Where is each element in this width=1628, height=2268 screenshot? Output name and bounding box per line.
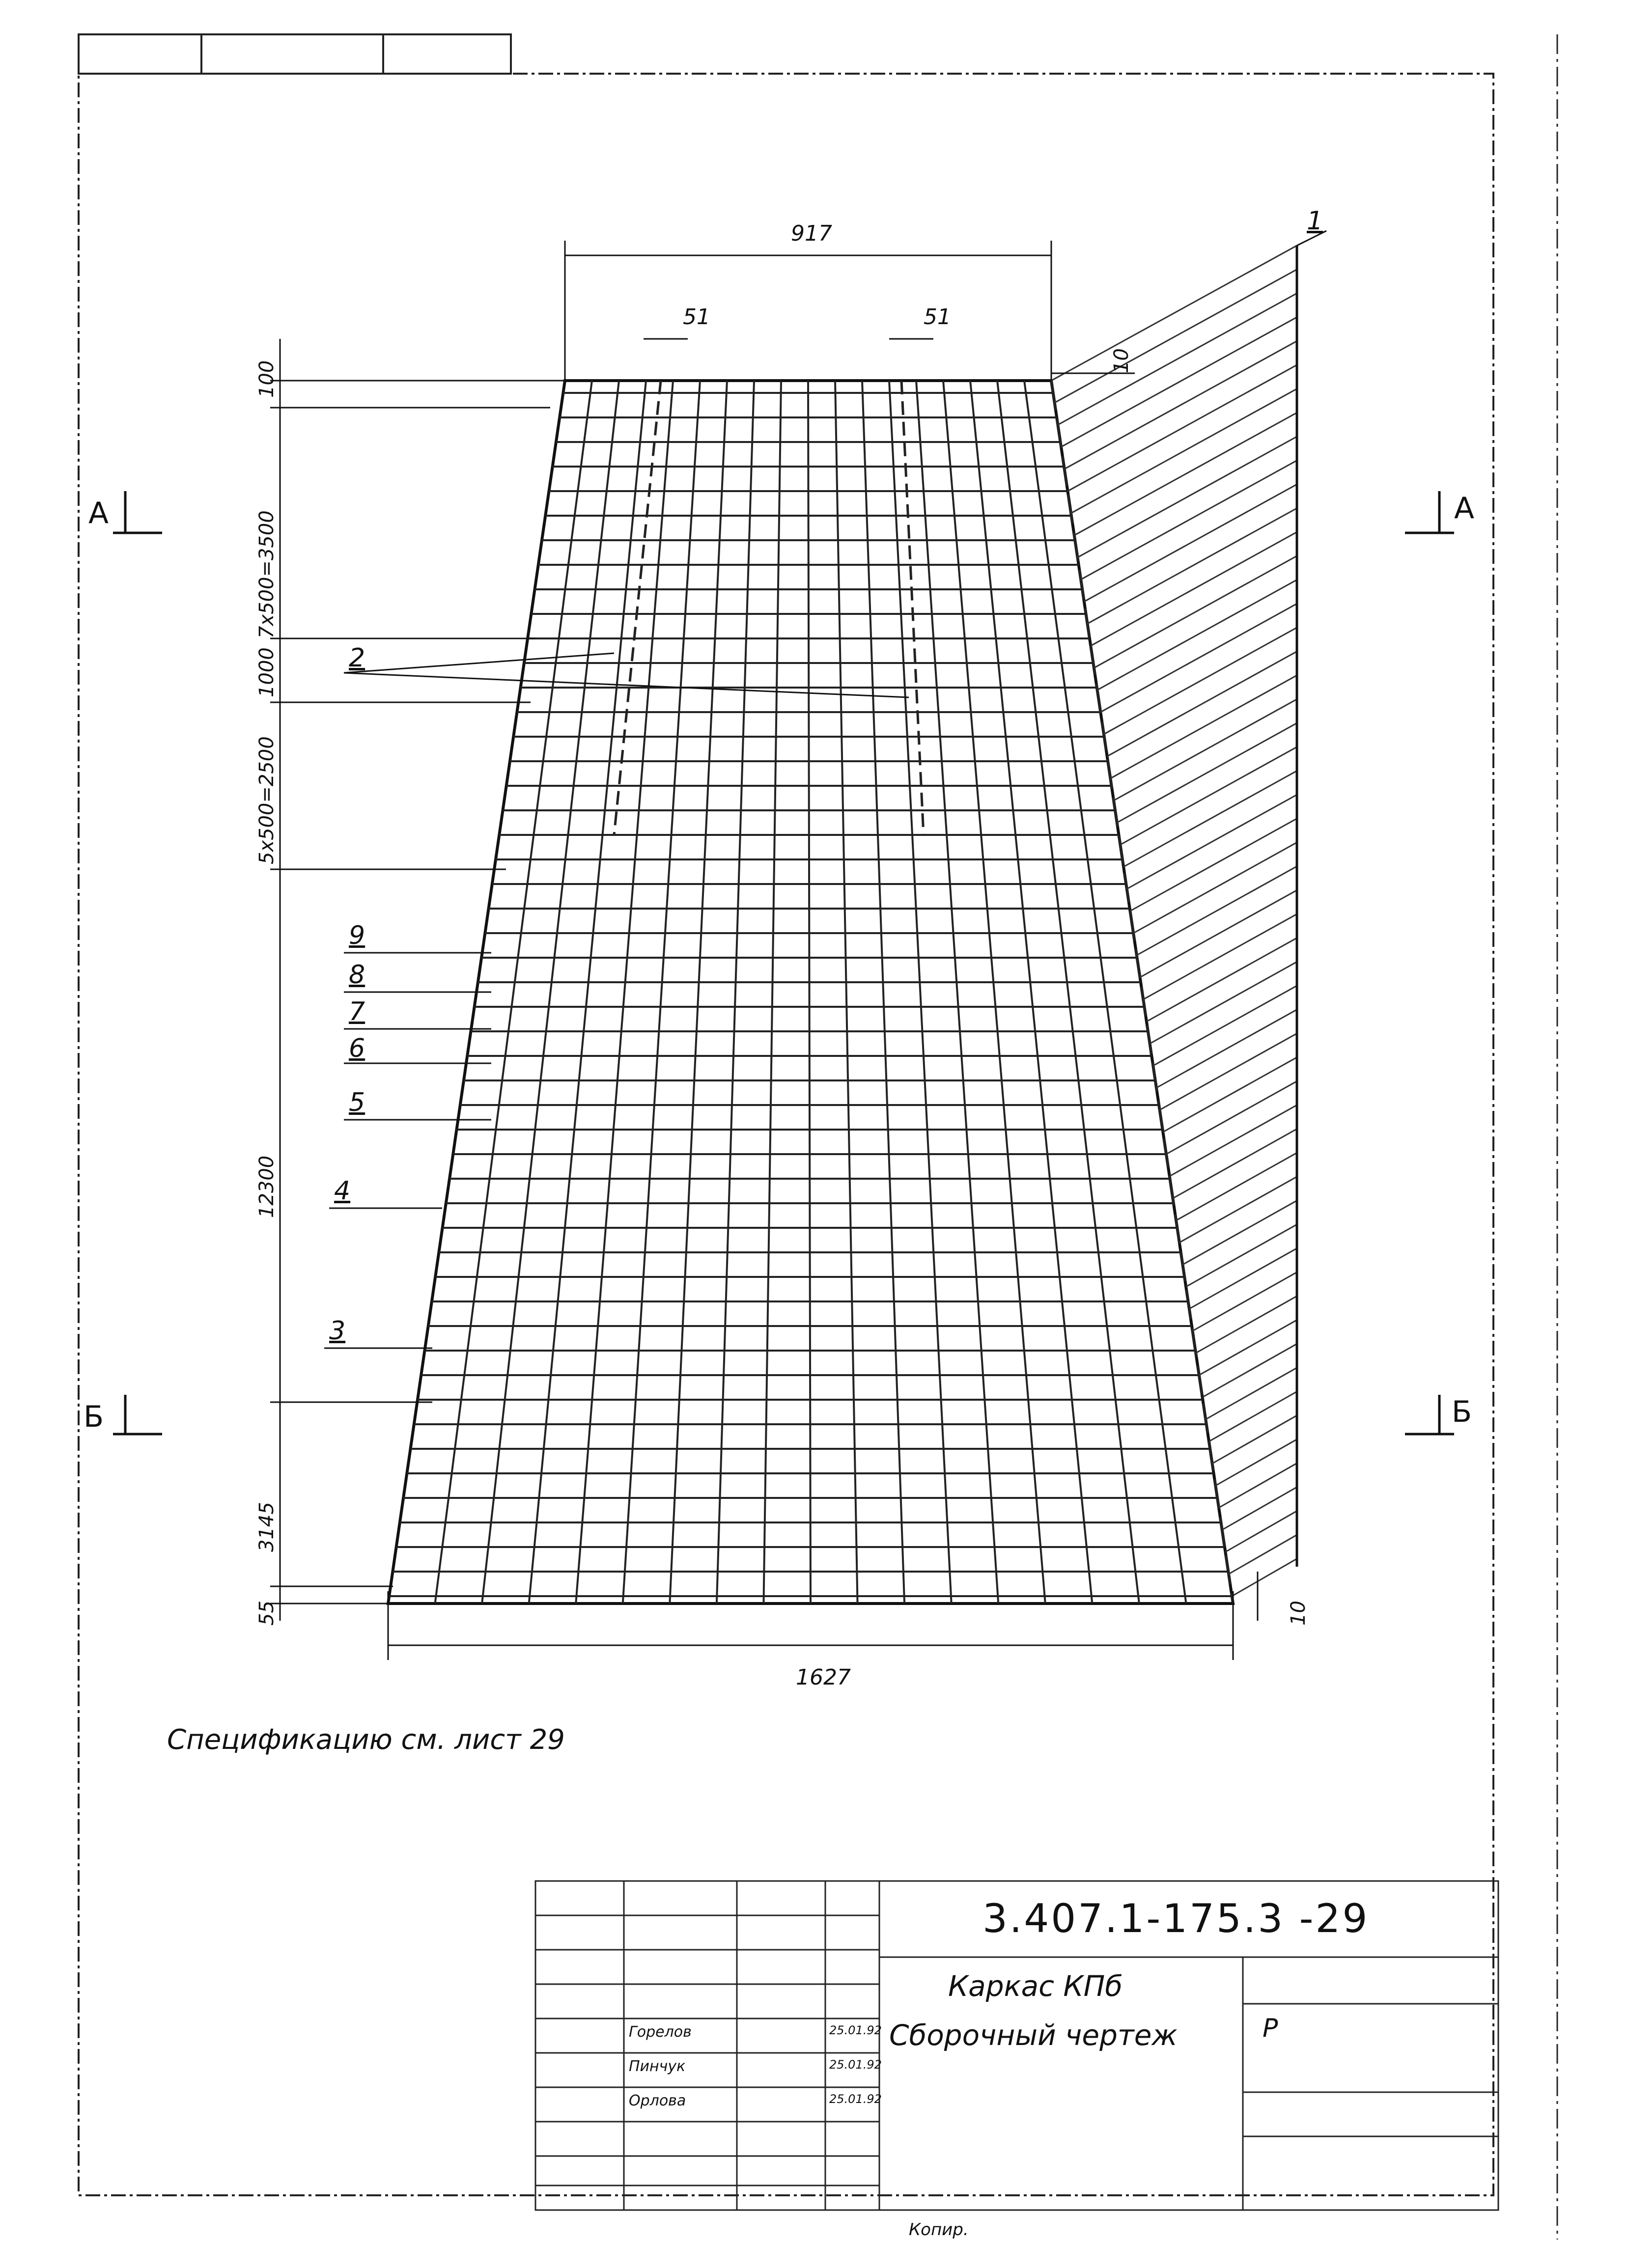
side-hatch-line [1104,628,1297,734]
section-mark-a-left: А [88,496,109,530]
position-mark-3: 3 [329,1316,346,1346]
cage-mesh [389,381,1232,1604]
side-hatch-line [1120,747,1297,845]
side-hatch-line [1153,986,1297,1066]
side-hatch-line [1222,1487,1297,1530]
section-mark-b-right: Б [1452,1395,1472,1429]
side-hatch-line [1107,651,1297,756]
specification-note: Спецификацию см. лист 29 [167,1724,565,1756]
side-hatch-line [1206,1368,1297,1419]
dim-spacing-left: 51 [683,304,710,330]
signer-name-1: Горелов [629,2023,692,2041]
side-hatch-line [1232,1559,1297,1596]
dim-top-offset: 10 [1110,348,1133,373]
side-hatch-line [1163,1057,1297,1132]
longitudinal-bar [1024,381,1186,1604]
section-mark-b-left: Б [84,1400,104,1434]
side-hatch-line [1199,1320,1297,1375]
side-hatch-line [1117,723,1297,823]
side-hatch-line [1170,1105,1297,1176]
side-hatch-line [1100,604,1297,712]
side-hatch-line [1091,532,1297,646]
side-hatch-line [1127,795,1297,889]
vdim-3145: 3145 [255,1502,278,1552]
side-hatch-line [1147,938,1297,1022]
side-hatch-line [1140,890,1297,977]
side-hatch-line [1203,1344,1297,1397]
side-hatch-line [1166,1081,1297,1154]
side-hatch-line [1084,484,1297,602]
vdim-55: 55 [255,1601,278,1626]
position-mark-1: 1 [1307,206,1323,236]
position-mark-5: 5 [349,1088,365,1117]
side-hatch-line [1143,914,1297,999]
side-hatch-line [1196,1296,1297,1353]
vdim-12300: 12300 [255,1155,278,1218]
side-hatch-line [1182,1201,1297,1265]
side-hatch-line [1209,1391,1297,1441]
position-mark-6: 6 [349,1034,365,1063]
dim-spacing-right: 51 [924,304,951,330]
section-mark-a-right: А [1454,491,1475,526]
side-hatching [1051,246,1297,1596]
side-hatch-line [1160,1033,1297,1110]
document-code: 3.407.1-175.3 -29 [982,1896,1370,1941]
side-hatch-line [1061,317,1297,447]
dimension-lines [270,241,1258,1660]
vdim-3500: 7x500=3500 [255,510,278,638]
signer-name-2: Пинчук [629,2058,686,2075]
side-hatch-line [1088,508,1297,624]
side-hatch-line [1219,1463,1297,1508]
dim-top-width: 917 [791,221,832,246]
side-hatch-line [1077,437,1297,557]
signer-name-3: Орлова [629,2092,686,2109]
side-hatch-line [1055,270,1297,403]
sign-date-2: 25.01.92 [829,2058,882,2072]
position-mark-9: 9 [349,921,365,950]
sign-date-1: 25.01.92 [829,2023,882,2037]
side-hatch-line [1156,1010,1297,1088]
side-hatch-line [1150,962,1297,1044]
side-hatch-line [1094,556,1297,668]
dim-bottom-offset: 10 [1287,1601,1310,1626]
side-hatch-line [1058,293,1297,425]
sign-date-3: 25.01.92 [829,2092,882,2106]
side-hatch-line [1074,413,1297,535]
side-hatch-line [1123,771,1297,867]
side-hatch-line [1137,866,1297,955]
side-hatch-line [1133,842,1297,933]
side-hatch-line [1186,1224,1297,1287]
side-hatch-line [1212,1415,1297,1464]
position-mark-2: 2 [349,643,365,673]
side-hatch-line [1071,389,1297,513]
position-mark-8: 8 [349,960,365,990]
position-mark-4: 4 [334,1176,351,1206]
footer-copy-mark: Копир. [909,2220,969,2240]
side-hatch-line [1193,1272,1297,1331]
side-hatch-line [1225,1511,1297,1552]
side-hatch-line [1215,1439,1297,1486]
vdim-2500: 5x500=2500 [255,736,278,864]
position-mark-7: 7 [349,997,365,1026]
side-hatch-line [1229,1535,1297,1574]
title-line-1: Каркас КПб [948,1969,1123,2003]
title-line-2: Сборочный чертеж [889,2019,1178,2052]
side-hatch-line [1189,1248,1297,1309]
side-hatch-line [1065,341,1297,469]
side-hatch-line [1081,461,1297,580]
side-hatch-line [1067,365,1297,491]
side-hatch-line [1179,1177,1297,1243]
vdim-100: 100 [255,360,278,398]
side-hatch-line [1130,819,1297,911]
stage-letter: Р [1263,2014,1278,2043]
side-hatch-line [1097,580,1297,690]
vdim-1000: 1000 [255,647,278,697]
dim-bottom-width: 1627 [796,1665,851,1690]
